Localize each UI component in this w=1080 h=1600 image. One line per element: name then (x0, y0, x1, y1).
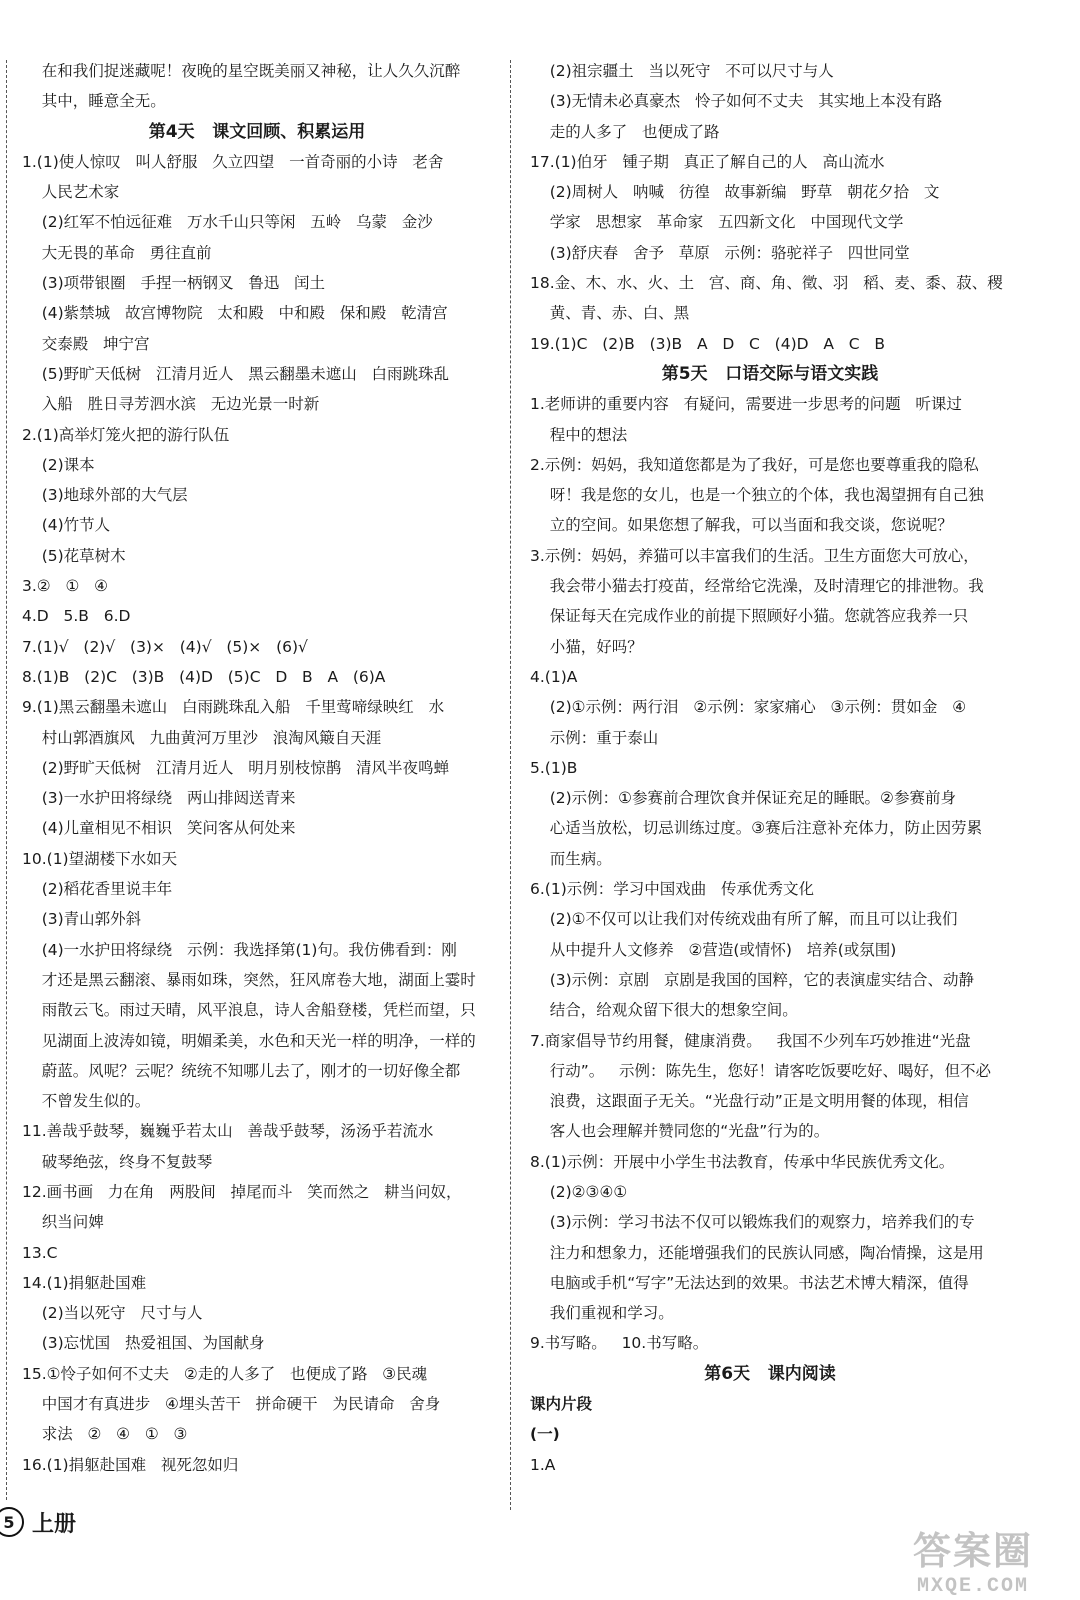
answer-line: 才还是黑云翻滚、暴雨如珠，突然，狂风席卷大地，湖面上霎时 (22, 970, 476, 989)
answer-line: 1.(1)使人惊叹 叫人舒服 久立四望 一首奇丽的小诗 老舍 (22, 152, 444, 171)
answer-line: 10.(1)望湖楼下水如天 (22, 849, 178, 868)
answer-line: 小猫，好吗？ (530, 637, 643, 656)
answer-line: 2.(1)高举灯笼火把的游行队伍 (22, 425, 230, 444)
answer-line: (2)祖宗疆土 当以死守 不可以尺寸与人 (530, 62, 834, 80)
answer-line: 11.善哉乎鼓琴，巍巍乎若太山 善哉乎鼓琴，汤汤乎若流水 (22, 1122, 434, 1141)
answer-line: 4.D 5.B 6.D (22, 607, 131, 626)
answer-line: 19.(1)C (2)B (3)B A D C (4)D A C B (530, 334, 885, 353)
answer-line: (5)野旷天低树 江清月近人 黑云翻墨未遮山 白雨跳珠乱 (22, 364, 450, 383)
watermark-text: 答案圈 (912, 1528, 1033, 1573)
answer-line: 见湖面上波涛如镜，明媚柔美，水色和天光一样的明净，一样的 (22, 1031, 476, 1050)
answer-line: 客人也会理解并赞同您的“光盘”行为的。 (530, 1122, 830, 1141)
section-title: 第4天 课文回顾、积累运用 (148, 121, 366, 142)
answer-line: 结合，给观众留下很大的想象空间。 (530, 1001, 798, 1020)
answer-line: (2)当以死守 尺寸与人 (22, 1304, 203, 1323)
answer-line: 人民艺术家 (22, 183, 120, 202)
answer-line: 破琴绝弦，终身不复鼓琴 (22, 1152, 213, 1171)
answer-line: (3)一水护田将绿绕 两山排闼送青来 (22, 789, 296, 808)
answer-line: 雨散云飞。雨过天晴，风平浪息，诗人舍船登楼，凭栏而望，只 (22, 1001, 476, 1020)
answer-line: 5.(1)B (530, 758, 578, 777)
answer-line: 呀！我是您的女儿，也是一个独立的个体，我也渴望拥有自己独 (530, 486, 984, 505)
answer-line: 1.A (530, 1455, 556, 1474)
answer-line: 黄、青、赤、白、黑 (530, 304, 690, 323)
answer-line: 走的人多了 也便成了路 (530, 122, 720, 141)
answer-line: 13.C (22, 1243, 58, 1262)
answer-line: 大无畏的革命 勇往直前 (22, 243, 212, 262)
answer-line: (2)①不仅可以让我们对传统戏曲有所了解，而且可以让我们 (530, 910, 958, 929)
answer-line: (2)稻花香里说丰年 (22, 880, 173, 899)
answer-line: 我会带小猫去打疫苗，经常给它洗澡，及时清理它的排泄物。我 (530, 577, 984, 596)
answer-line: 我们重视和学习。 (530, 1304, 674, 1323)
answer-line: 心适当放松，切忌训练过度。③赛后注意补充体力，防止因劳累 (530, 819, 983, 838)
answer-line: (2)示例：①参赛前合理饮食并保证充足的睡眠。②参赛前身 (530, 789, 956, 808)
answer-line: 入船 胜日寻芳泗水滨 无边光景一时新 (22, 395, 320, 414)
answer-line: (2)课本 (22, 455, 95, 474)
answer-line: 17.(1)伯牙 锺子期 真正了解自己的人 高山流水 (530, 152, 885, 171)
right-column (530, 56, 1010, 1480)
answer-line: 浪费，这跟面子无关。“光盘行动”正是文明用餐的体现，相信 (530, 1092, 969, 1111)
section-title: 第6天 课内阅读 (704, 1363, 836, 1384)
watermark-logo (884, 1520, 1062, 1598)
answer-line: 行动”。 示例：陈先生，您好！请客吃饭要吃好、喝好，但不必 (530, 1061, 992, 1080)
answer-line: (2)红军不怕远征难 万水千山只等闲 五岭 乌蒙 金沙 (22, 213, 433, 232)
answer-line: 不曾发生似的。 (22, 1092, 151, 1111)
answer-line: 在和我们捉迷藏呢！夜晚的星空既美丽又神秘，让人久久沉醉 (22, 62, 461, 80)
answer-line: 2.示例：妈妈，我知道您都是为了我好，可是您也要尊重我的隐私 (530, 455, 979, 474)
answer-line: 9.(1)黑云翻墨未遮山 白雨跳珠乱入船 千里莺啼绿映红 水 (22, 698, 445, 717)
answer-line: 其中，睡意全无。 (22, 92, 166, 111)
section-title: 第5天 口语交际与语文实践 (661, 363, 879, 384)
answer-line: (3)示例：京剧 京剧是我国的国粹，它的表演虚实结合、动静 (530, 970, 974, 989)
left-column (22, 56, 492, 1480)
answer-line: 蔚蓝。风呢？云呢？统统不知哪儿去了，刚才的一切好像全都 (22, 1061, 461, 1080)
answer-line: (3)项带银圈 手捏一柄钢叉 鲁迅 闰土 (22, 274, 326, 293)
answer-line: (3)青山郭外斜 (22, 910, 142, 929)
answer-line: 7.商家倡导节约用餐，健康消费。 我国不少列车巧妙推进“光盘 (530, 1031, 971, 1050)
answer-line: 1.老师讲的重要内容 有疑问，需要进一步思考的问题 听课过 (530, 395, 962, 414)
answer-line: (2)周树人 呐喊 彷徨 故事新编 野草 朝花夕拾 文 (530, 183, 940, 202)
page-number-badge: 5 (0, 1507, 24, 1537)
answer-line: (3)舒庆春 舍予 草原 示例：骆驼祥子 四世同堂 (530, 243, 910, 262)
answer-line: 保证每天在完成作业的前提下照顾好小猫。您就答应我养一只 (530, 607, 969, 626)
answer-line: 立的空间。如果您想了解我，可以当面和我交谈，您说呢？ (530, 516, 953, 535)
answer-line: 14.(1)捐躯赴国难 (22, 1273, 147, 1292)
answer-line: 中国才有真进步 ④埋头苦干 拼命硬干 为民请命 舍身 (22, 1395, 441, 1414)
answer-line: (3)地球外部的大气层 (22, 486, 188, 505)
answer-line: 3.② ① ④ (22, 577, 109, 596)
column-divider-dashed-line (510, 60, 511, 1510)
answer-line: 12.画书画 力在角 两股间 掉尾而斗 笑而然之 耕当问奴， (22, 1182, 462, 1201)
watermark-url: MXQE.COM (916, 1575, 1029, 1598)
answer-line: (4)紫禁城 故宫博物院 太和殿 中和殿 保和殿 乾清宫 (22, 304, 448, 323)
answer-line: (2)野旷天低树 江清月近人 明月别枝惊鹊 清风半夜鸣蝉 (22, 758, 450, 777)
answer-line: (3)示例：学习书法不仅可以锻炼我们的观察力，培养我们的专 (530, 1213, 975, 1232)
answer-line: (3)无情未必真豪杰 怜子如何不丈夫 其实地上本没有路 (530, 92, 943, 111)
answer-line: 电脑或手机“写字”无法达到的效果。书法艺术博大精深，值得 (530, 1273, 969, 1292)
answer-line: 织当问婢 (22, 1213, 104, 1232)
answer-line: 村山郭酒旗风 九曲黄河万里沙 浪淘风簸自天涯 (22, 728, 382, 747)
answer-line: 18.金、木、水、火、土 宫、商、角、徵、羽 稻、麦、黍、菽、稷 (530, 274, 1003, 293)
answer-line: (4)儿童相见不相识 笑问客从何处来 (22, 819, 296, 838)
answer-line: 9.书写略。 10.书写略。 (530, 1334, 709, 1353)
answer-line: 6.(1)示例：学习中国戏曲 传承优秀文化 (530, 880, 815, 899)
answer-line: 16.(1)捐躯赴国难 视死忽如归 (22, 1455, 239, 1474)
answer-line: 求法 ② ④ ① ③ (22, 1425, 188, 1444)
answer-line: 学家 思想家 革命家 五四新文化 中国现代文学 (530, 213, 904, 232)
answer-line: 8.(1)B (2)C (3)B (4)D (5)C D B A (6)A (22, 667, 386, 686)
answer-line: 示例：重于泰山 (530, 728, 659, 747)
answer-line: 程中的想法 (530, 425, 628, 444)
sub-heading: 课内片段 (530, 1395, 593, 1414)
answer-line: 7.(1)√ (2)√ (3)× (4)√ (5)× (6)√ (22, 637, 308, 656)
answer-line: 4.(1)A (530, 667, 578, 686)
answer-line: 交泰殿 坤宁宫 (22, 334, 150, 353)
answer-line: (2)②③④① (530, 1182, 628, 1201)
answer-line: 8.(1)示例：开展中小学生书法教育，传承中华民族优秀文化。 (530, 1152, 955, 1171)
answer-line: (2)①示例：两行泪 ②示例：家家痛心 ③示例：贯如金 ④ (530, 698, 967, 717)
page-footer (0, 1502, 76, 1542)
sub-heading: (一) (530, 1425, 560, 1444)
answer-line: 15.①怜子如何不丈夫 ②走的人多了 也便成了路 ③民魂 (22, 1364, 428, 1383)
answer-line: 从中提升人文修养 ②营造(或情怀) 培养(或氛围) (530, 940, 897, 959)
volume-label: 上册 (32, 1511, 77, 1537)
answer-line: 3.示例：妈妈，养猫可以丰富我们的生活。卫生方面您大可放心， (530, 546, 979, 565)
answer-line: 注力和想象力，还能增强我们的民族认同感，陶冶情操，这是用 (530, 1243, 984, 1262)
answer-line: (4)竹节人 (22, 516, 111, 535)
answer-line: 而生病。 (530, 849, 612, 868)
answer-line: (4)一水护田将绿绕 示例：我选择第(1)句。我仿佛看到：刚 (22, 940, 457, 959)
left-margin-dashed-line (6, 60, 7, 1500)
answer-line: (3)忘忧国 热爱祖国、为国献身 (22, 1334, 265, 1353)
answer-line: (5)花草树木 (22, 546, 126, 565)
